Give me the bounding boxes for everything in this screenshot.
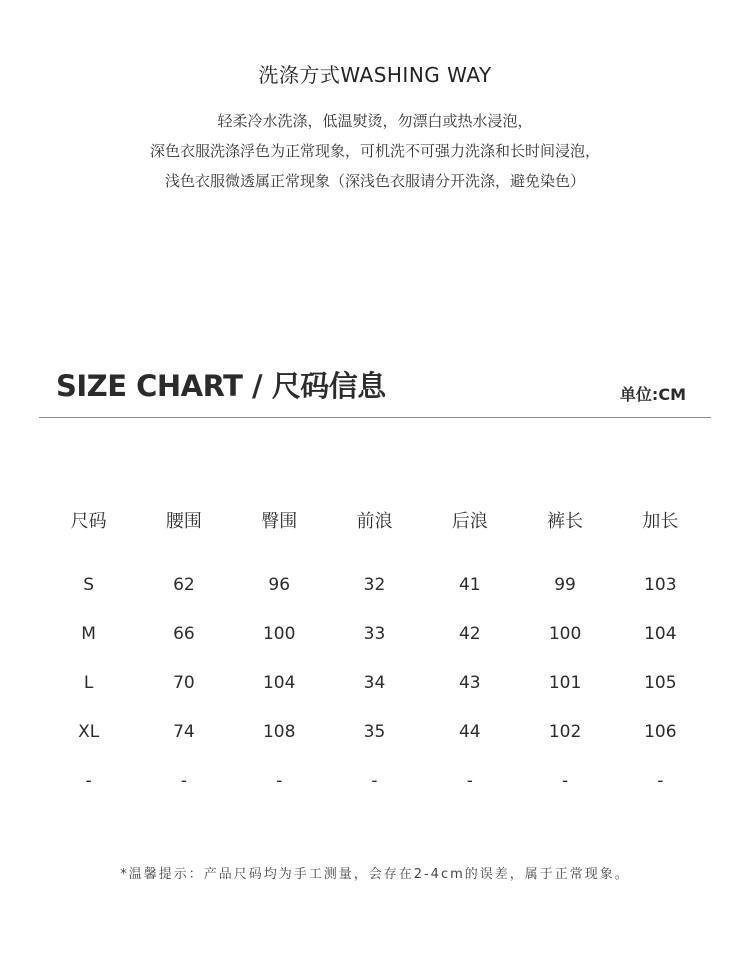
table-cell: 33 — [363, 623, 386, 644]
table-cell: 62 — [173, 574, 195, 595]
column-header-length: 裤长 — [547, 511, 584, 532]
table-cell: 74 — [173, 721, 195, 742]
header-divider — [39, 417, 711, 418]
table-cell: 32 — [363, 574, 386, 595]
table-cell: 100 — [548, 623, 582, 644]
table-row — [41, 609, 708, 658]
washing-line: 浅色衣服微透属正常现象（深浅色衣服请分开洗涤，避免染色） — [164, 172, 585, 190]
table-row — [41, 540, 708, 609]
size-chart-title: SIZE CHART / 尺码信息 — [56, 369, 386, 403]
table-cell: S — [83, 574, 95, 595]
column-header-front-rise: 前浪 — [356, 511, 393, 532]
unit-label: 单位:CM — [619, 385, 686, 404]
size-table — [41, 500, 708, 805]
table-cell: 104 — [262, 672, 296, 693]
table-cell: 70 — [173, 672, 195, 693]
table-cell: 41 — [458, 574, 481, 595]
table-cell: XL — [78, 721, 100, 742]
column-header-back-rise: 后浪 — [451, 511, 488, 532]
table-cell: 34 — [363, 672, 386, 693]
table-cell: 108 — [262, 721, 296, 742]
washing-instructions — [0, 106, 750, 196]
footer-note: *温馨提示：产品尺码均为手工测量，会存在2-4cm的误差，属于正常现象。 — [120, 867, 630, 882]
table-cell: 104 — [644, 623, 677, 644]
column-header-hip: 臀围 — [261, 511, 298, 532]
table-cell: 35 — [363, 721, 386, 742]
table-cell: 99 — [554, 574, 576, 595]
table-row — [41, 756, 708, 805]
table-cell: - — [85, 770, 92, 791]
table-cell: 44 — [458, 721, 481, 742]
table-cell: - — [466, 770, 473, 791]
table-cell: 66 — [173, 623, 195, 644]
table-cell: 43 — [458, 672, 481, 693]
column-header-waist: 腰围 — [165, 511, 202, 532]
table-cell: 42 — [458, 623, 481, 644]
table-cell: 105 — [644, 672, 677, 693]
table-cell: 102 — [548, 721, 582, 742]
column-header-size: 尺码 — [70, 511, 107, 532]
table-cell: - — [276, 770, 283, 791]
washing-line: 深色衣服洗涤浮色为正常现象，可机洗不可强力洗涤和长时间浸泡， — [149, 142, 600, 160]
washing-section — [0, 60, 750, 196]
table-cell: 103 — [644, 574, 677, 595]
washing-line: 轻柔冷水洗涤，低温熨烫，勿漂白或热水浸泡， — [217, 112, 533, 130]
table-cell: 96 — [268, 574, 291, 595]
table-header-row — [41, 500, 708, 540]
table-cell: 100 — [262, 623, 296, 644]
table-cell: - — [180, 770, 187, 791]
table-cell: 101 — [548, 672, 582, 693]
table-cell: L — [83, 672, 94, 693]
table-cell: 106 — [644, 721, 677, 742]
table-cell: - — [561, 770, 569, 791]
table-cell: - — [657, 770, 664, 791]
table-cell: - — [371, 770, 378, 791]
table-row — [41, 707, 708, 756]
table-cell: M — [81, 623, 96, 644]
column-header-extended-length: 加长 — [642, 511, 679, 532]
washing-title: 洗涤方式WASHING WAY — [258, 63, 492, 87]
table-row — [41, 658, 708, 707]
